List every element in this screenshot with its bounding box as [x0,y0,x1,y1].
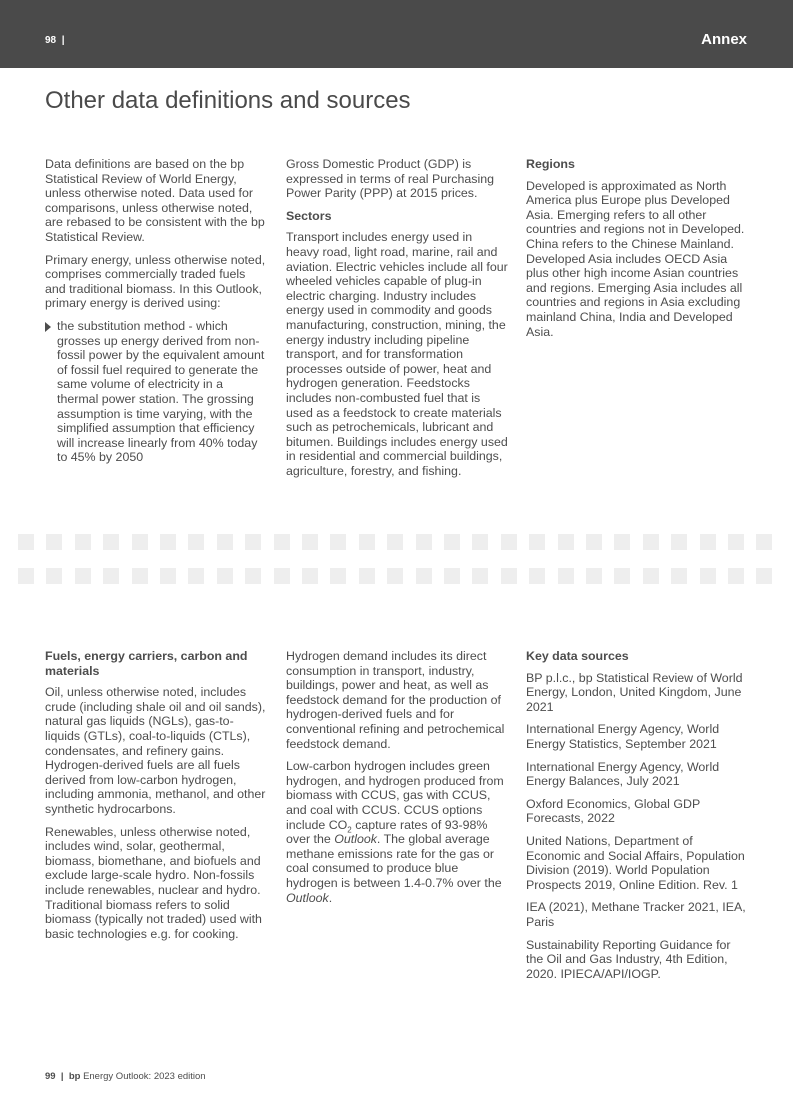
fuels-heading: Fuels, energy carriers, carbon and materials [45,649,248,678]
decorative-square [302,534,318,550]
decorative-square [671,568,687,584]
bullet-arrow-icon [45,322,51,332]
decorative-square [586,568,602,584]
source-item: Sustainability Reporting Guidance for the Oil and Gas Industry, 4th Edition, 2020. IPIECA/API/IOGP. [526,937,731,981]
page-footer [45,1071,206,1082]
regions-paragraph: Developed is approximated as North America plus Europe plus Developed Asia. Emerging refers to all other countries and regions not in Developed. China refers to the Chinese Mainland. Developed Asia includes OECD Asia plus other high income Asian countries and regions. Emerging Asia includes all countries and regions in Asia excluding mainland China, India and Developed Asia. [526,178,745,339]
low-carbon-hydrogen-paragraph: Low-carbon hydrogen includes green hydrogen, and hydrogen produced from biomass with CCUS, gas with CCUS, and coal with CCUS. CCUS options include $CO_2$ capture rates of 93-98% over the Outlook. The global average methane emissions rate for the gas or coal consumed to produce blue hydrogen is between 1.4-0.7% over the Outlook. [286,759,504,905]
decorative-square [160,534,176,550]
header-section-title: Annex [701,31,747,48]
decorative-square [700,568,716,584]
source-item: United Nations, Department of Economic and Social Affairs, Population Division (2019). World Population Prospects 2019, Online Edition. Rev. 1 [526,833,745,892]
decorative-square [444,534,460,550]
decorative-square [558,534,574,550]
decorative-square [614,568,630,584]
decorative-square [756,534,772,550]
decorative-square [46,534,62,550]
renewables-paragraph: Renewables, unless otherwise noted, includes wind, solar, geothermal, biomass, biomethane, and biofuels and exclude large-scale hydro. Non-fossils include renewables, nuclear and hydro. Traditional biomass refers to solid biomass (typically not traded) used with basic technologies e.g. for cooking. [45,824,262,941]
hydrogen-demand-paragraph: Hydrogen demand includes its direct consumption in transport, industry, buildings, power and heat, as well as feedstock demand for the production of hydrogen-derived fuels and for conventional refining and petrochemical feedstock demand. [286,649,505,751]
decorative-square [643,568,659,584]
decorative-square [217,568,233,584]
decorative-square [728,568,744,584]
regions-heading: Regions [526,157,575,171]
decorative-square [274,568,290,584]
decorative-square [586,534,602,550]
sectors-heading: Sectors [286,208,332,223]
regions-column [526,157,748,347]
gdp-sectors-column [286,157,508,486]
decorative-square [46,568,62,584]
decorative-square [387,568,403,584]
decorative-square [700,534,716,550]
decorative-square [103,568,119,584]
bullet-item [45,319,267,465]
decorative-square [18,534,34,550]
footer-separator: | [60,1071,64,1082]
decorative-square [302,568,318,584]
page-title: Other data definitions and sources [45,87,411,114]
decorative-square [245,534,261,550]
decorative-square [274,534,290,550]
decorative-square [756,568,772,584]
intro-column [45,157,267,473]
decorative-square [643,534,659,550]
source-item: Oxford Economics, Global GDP Forecasts, 2022 [526,796,700,826]
decorative-square [75,568,91,584]
decorative-square [359,568,375,584]
decorative-square [245,568,261,584]
decorative-square [472,534,488,550]
decorative-square [330,568,346,584]
decorative-square [529,568,545,584]
header-page-number: 98 | [45,35,65,46]
source-item: IEA (2021), Methane Tracker 2021, IEA, Paris [526,900,746,929]
source-item: BP p.l.c., bp Statistical Review of World Energy, London, United Kingdom, June 2021 [526,670,743,714]
hydrogen-column [286,649,508,913]
decorative-square [160,568,176,584]
decorative-square [75,534,91,550]
gdp-paragraph: Gross Domestic Product (GDP) is expressed in terms of real Purchasing Power Parity (PPP) at 2015 prices. [286,157,494,201]
decorative-square [558,568,574,584]
decorative-square [330,534,346,550]
fuels-column [45,649,267,949]
decorative-square [529,534,545,550]
decorative-square [132,534,148,550]
page-header [0,0,793,68]
decorative-square [416,534,432,550]
decorative-square [188,534,204,550]
oil-paragraph: Oil, unless otherwise noted, includes crude (including shale oil and oil sands), natural gas liquids (NGLs), gas-to-liquids (GTLs), coal-to-liquids (CTLs), condensates, and refinery gains. Hydrogen-derived fuels are all fuels derived from low-carbon hydrogen, including ammonia, methanol, and other synthetic hydrocarbons. [45,685,266,816]
sectors-paragraph: Transport includes energy used in heavy road, light road, marine, rail and aviation. Electric vehicles include all four wheeled vehicles capable of plug-in electric charging. Industry includes energy used in commodity and goods manufacturing, construction, mining, the energy industry including pipeline transport, and for transformation processes outside of power, heat and hydrogen generation. Feedstocks includes non-combusted fuel that is used as a feedstock to create materials such as petrochemicals, lubricant and bitumen. Buildings includes energy used in residential and commercial buildings, agriculture, forestry, and fishing. [286,230,508,478]
decorative-square [671,534,687,550]
decorative-square [103,534,119,550]
decorative-square [217,534,233,550]
decorative-squares-row [18,568,778,584]
source-item: International Energy Agency, World Energy Statistics, September 2021 [526,722,720,751]
decorative-square [18,568,34,584]
decorative-square [444,568,460,584]
decorative-square [501,534,517,550]
decorative-square [387,534,403,550]
decorative-square [728,534,744,550]
decorative-square [501,568,517,584]
decorative-square [359,534,375,550]
bullet-text: the substitution method - which grosses up energy derived from non-fossil power by the equivalent amount of fossil fuel required to generate the same volume of electricity in a thermal power station. The grossing assumption is time varying, with the simplified assumption that efficiency will increase linearly from 40% today to 45% by 2050 [57,318,265,465]
footer-page-number: 99 [45,1071,56,1082]
decorative-square [188,568,204,584]
key-sources-heading: Key data sources [526,649,629,663]
definitions-paragraph: Data definitions are based on the bp Statistical Review of World Energy, unless otherwise noted. Data used for comparisons, unless otherwise noted, are rebased to be consistent with the bp Statistical Review. [45,157,265,244]
decorative-square [416,568,432,584]
footer-brand: bp [68,1071,81,1082]
primary-energy-paragraph: Primary energy, unless otherwise noted, comprises commercially traded fuels and traditional biomass. In this Outlook, primary energy is derived using: [45,252,266,311]
footer-publication: Energy Outlook: 2023 edition [83,1071,206,1082]
decorative-squares-row [18,534,778,550]
decorative-square [132,568,148,584]
decorative-square [472,568,488,584]
source-item: International Energy Agency, World Energy Balances, July 2021 [526,759,720,789]
key-sources-column [526,649,748,989]
decorative-square [614,534,630,550]
